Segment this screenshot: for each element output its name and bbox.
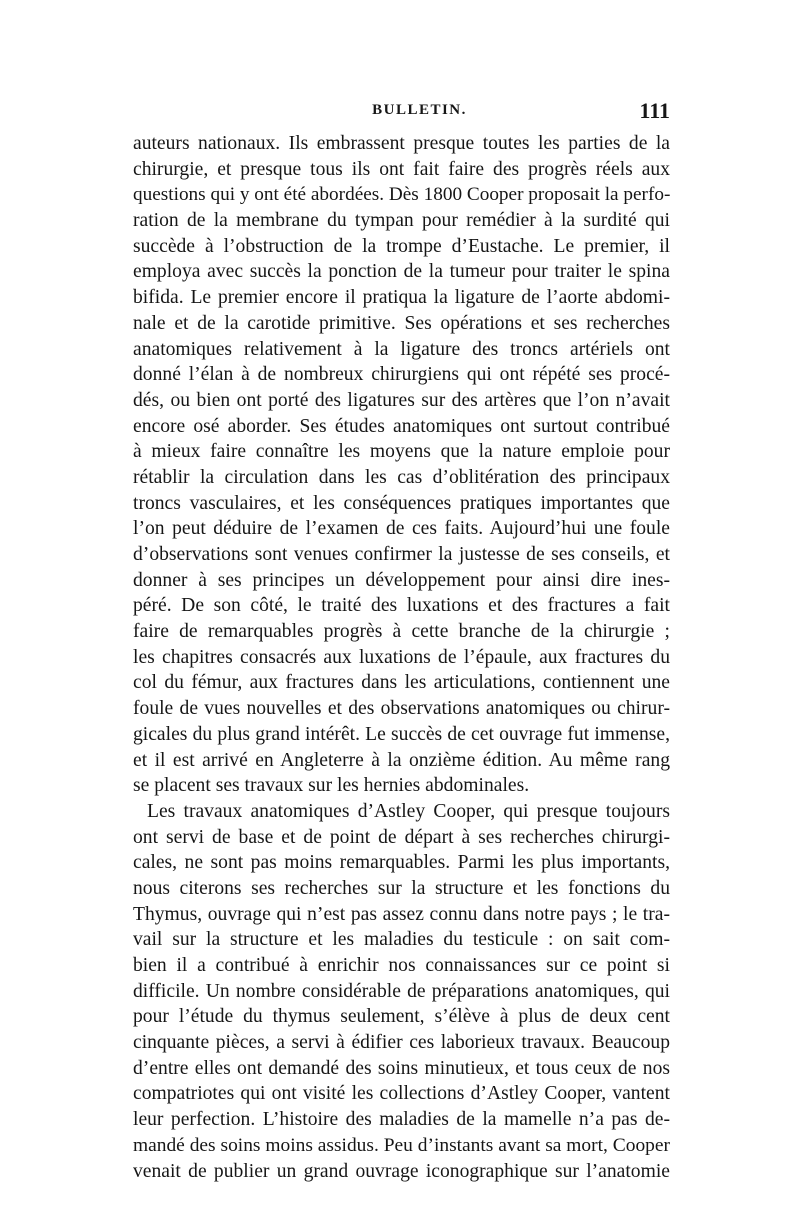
text-line: les chapitres consacrés aux luxations de l’épaule, aux fractures du: [133, 646, 670, 668]
text-line: et il est arrivé en Angleterre à la onzième édition. Au même rang: [133, 749, 670, 771]
text-line: vail sur la structure et les maladies du testicule : on sait com-: [133, 929, 670, 951]
text-line: nous citerons ses recherches sur la structure et les fonctions du: [133, 877, 670, 899]
text-line: cales, ne sont pas moins remarquables. Parmi les plus importants,: [133, 852, 670, 874]
text-line: donné l’élan à de nombreux chirurgiens qui ont répété ses procé-: [133, 364, 670, 386]
text-line: auteurs nationaux. Ils embrassent presque toutes les parties de la: [133, 133, 670, 154]
running-header: [133, 98, 670, 124]
text-line: donner à ses principes un développement pour ainsi dire ines-: [133, 569, 670, 591]
text-line: succède à l’obstruction de la trompe d’Eustache. Le premier, il: [133, 235, 670, 257]
text-line: cinquante pièces, a servi à édifier ces laborieux travaux. Beaucoup: [133, 1032, 670, 1054]
text-line: troncs vasculaires, et les conséquences pratiques importantes que: [133, 492, 670, 514]
text-line: d’entre elles ont demandé des soins minutieux, et tous ceux de nos: [133, 1057, 670, 1079]
text-line: rétablir la circulation dans les cas d’oblitération des principaux: [133, 466, 670, 488]
text-line: chirurgie, et presque tous ils ont fait faire des progrès réels aux: [133, 158, 670, 180]
text-line: péré. De son côté, le traité des luxations et des fractures a fait: [133, 595, 670, 617]
text-line: bifida. Le premier encore il pratiqua la ligature de l’aorte abdomi-: [133, 287, 670, 309]
text-line: à mieux faire connaître les moyens que la nature emploie pour: [133, 441, 670, 463]
text-line: pour l’étude du thymus seulement, s’élève à plus de deux cent: [133, 1006, 670, 1028]
text-line: dés, ou bien ont porté des ligatures sur des artères que l’on n’avait: [133, 389, 670, 411]
text-line: employa avec succès la ponction de la tumeur pour traiter le spina: [133, 261, 670, 283]
text-line: d’observations sont venues confirmer la justesse de ses conseils, et: [133, 544, 670, 565]
text-line: mandé des soins moins assidus. Peu d’instants avant sa mort, Cooper: [133, 1134, 670, 1156]
text-line: compatriotes qui ont visité les collections d’Astley Cooper, vantent: [133, 1083, 670, 1105]
body-text: [133, 131, 670, 1184]
text-line: nale et de la carotide primitive. Ses opérations et ses recherches: [133, 312, 670, 334]
text-line: ration de la membrane du tympan pour remédier à la surdité qui: [133, 210, 670, 232]
text-line: leur perfection. L’histoire des maladies de la mamelle n’a pas de-: [133, 1109, 670, 1131]
text-line: faire de remarquables progrès à cette branche de la chirurgie ;: [133, 621, 670, 643]
text-line: bien il a contribué à enrichir nos connaissances sur ce point si: [133, 955, 670, 976]
text-line: venait de publier un grand ouvrage iconographique sur l’anatomie: [133, 1160, 670, 1182]
running-title: BULLETIN.: [372, 102, 467, 118]
text-line: col du fémur, aux fractures dans les articulations, contiennent une: [133, 672, 670, 694]
text-line: questions qui y ont été abordées. Dès 1800 Cooper proposait la perfo-: [133, 184, 671, 206]
text-line: gicales du plus grand intérêt. Le succès de cet ouvrage fut immense,: [133, 723, 670, 745]
text-line: encore osé aborder. Ses études anatomiques ont surtout contribué: [133, 415, 670, 437]
paragraph-end-line: se placent ses travaux sur les hernies abdominales.: [133, 775, 530, 797]
paragraph-start-line: Les travaux anatomiques d’Astley Cooper, qui presque toujours: [147, 800, 670, 822]
text-line: Thymus, ouvrage qui n’est pas assez connu dans notre pays ; le tra-: [133, 903, 670, 925]
page-number: 111: [639, 98, 670, 123]
text-line: anatomiques relativement à la ligature des troncs artériels ont: [133, 338, 670, 360]
text-line: l’on peut déduire de l’examen de ces faits. Aujourd’hui une foule: [133, 518, 670, 540]
text-line: ont servi de base et de point de départ à ses recherches chirurgi-: [133, 826, 670, 848]
text-line: difficile. Un nombre considérable de préparations anatomiques, qui: [133, 980, 670, 1002]
text-line: foule de vues nouvelles et des observations anatomiques ou chirur-: [133, 698, 670, 720]
